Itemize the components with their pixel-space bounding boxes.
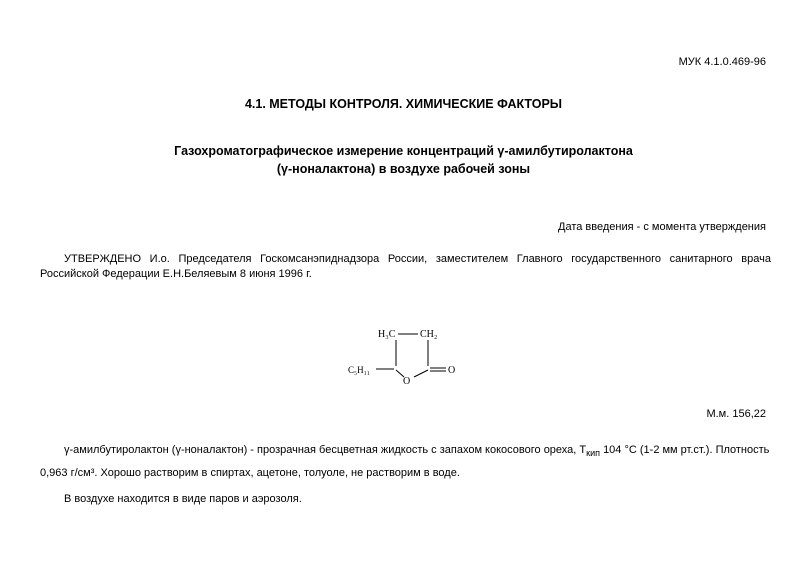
approval-line-2: Российской Федерации Е.Н.Беляевым 8 июня 1996 г. bbox=[40, 268, 312, 280]
document-code: МУК 4.1.0.469-96 bbox=[678, 56, 766, 68]
subtitle-line-1: Газохроматографическое измерение концентраций γ-амилбутиролактона bbox=[174, 144, 633, 158]
approval-line-1: УТВЕРЖДЕНО И.о. Председателя Госкомсанэпиднадзора России, заместителем Главного государственного санитарного врача bbox=[64, 253, 771, 265]
boiling-point-symbol: Т bbox=[579, 444, 587, 456]
description-paragraph bbox=[40, 440, 771, 483]
description-start: γ-амилбутиролактон (γ-ноналактон) - прозрачная бесцветная жидкость с запахом кокосового ореха, bbox=[64, 444, 577, 456]
air-note: В воздухе находится в виде паров и аэрозоля. bbox=[64, 493, 302, 505]
description-end: 104 °С (1-2 мм рт.ст.). Плотность bbox=[603, 444, 770, 456]
document-subtitle bbox=[0, 142, 807, 178]
molecular-mass: М.м. 156,22 bbox=[706, 408, 766, 420]
c5h11-label: C₅H₁₁ bbox=[348, 365, 370, 375]
section-title: 4.1. МЕТОДЫ КОНТРОЛЯ. ХИМИЧЕСКИЕ ФАКТОРЫ bbox=[244, 97, 563, 111]
subtitle-line-2: (γ-ноналактона) в воздухе рабочей зоны bbox=[276, 162, 531, 176]
bond-lines bbox=[376, 334, 446, 377]
carbonyl-oxygen-label: O bbox=[448, 365, 456, 376]
intro-date: Дата введения - с момента утверждения bbox=[558, 221, 766, 233]
description-line-1 bbox=[40, 440, 771, 463]
boiling-point-subscript: кип bbox=[586, 448, 600, 459]
structural-formula bbox=[340, 322, 470, 392]
description-line-2: 0,963 г/см³. Хорошо растворим в спиртах, ацетоне, толуоле, не растворим в воде. bbox=[40, 467, 460, 480]
ch2-label: CH₂ bbox=[420, 329, 438, 340]
ring-oxygen-label: O bbox=[403, 376, 411, 387]
h3c-label: H₃C bbox=[378, 329, 396, 340]
approval-paragraph bbox=[40, 252, 771, 282]
